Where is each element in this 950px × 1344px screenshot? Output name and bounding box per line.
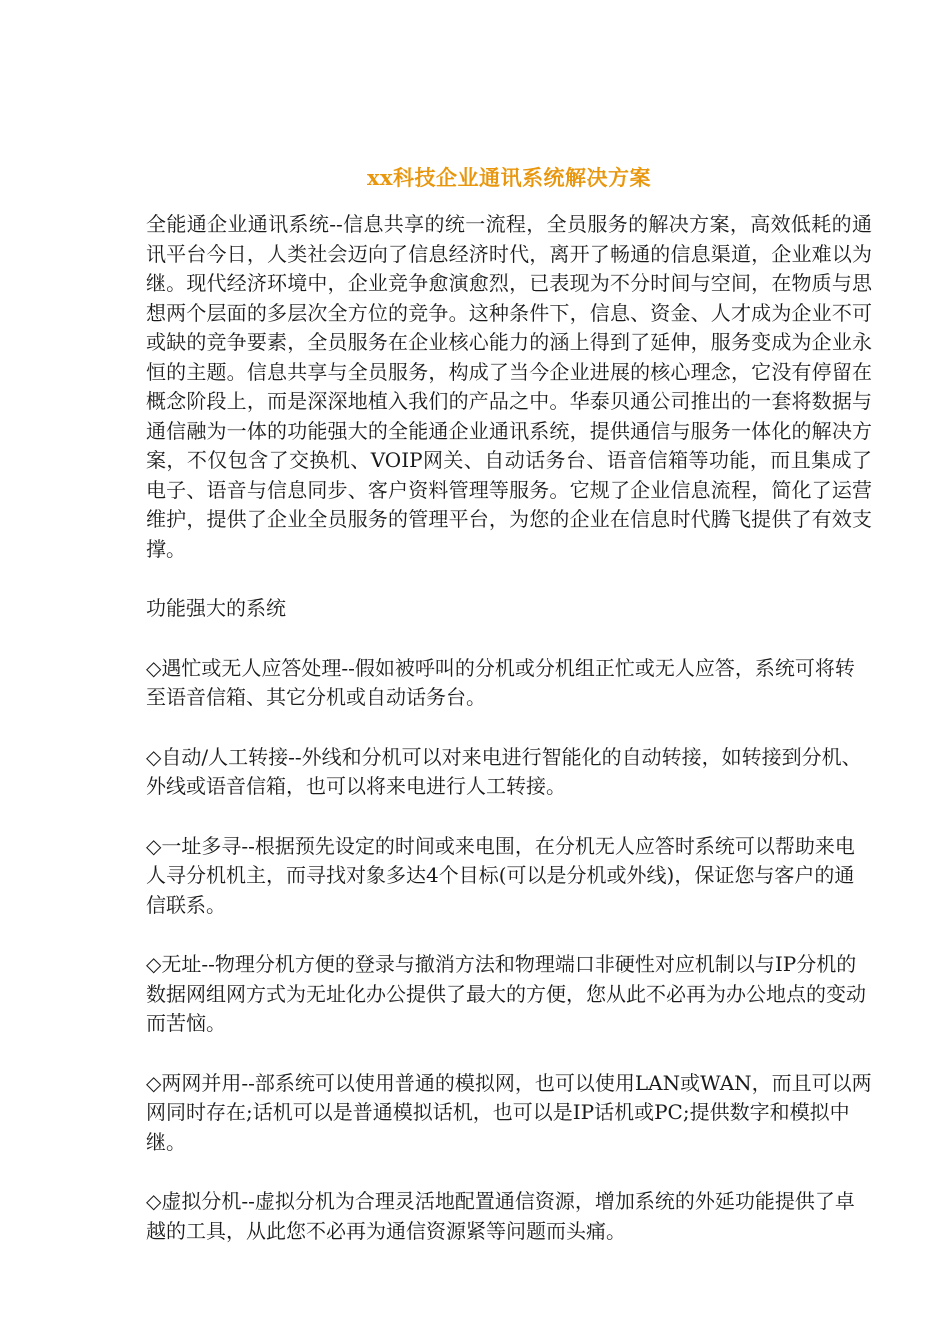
intro-paragraph: 全能通企业通讯系统--信息共享的统一流程，全员服务的解决方案，高效低耗的通讯平台今日，人类社会迈向了信息经济时代，离开了畅通的信息渠道，企业难以为继。现代经济环境中，企业竞争愈演愈烈，已表现为不分时间与空间，在物质与思想两个层面的多层次全方位的竞争。这种条件下，信息、资金、人才成为企业不可或缺的竞争要素，全员服务在企业核心能力的涵上得到了延伸，服务变成为企业永恒的主题。信息共享与全员服务，构成了当今企业进展的核心理念，它没有停留在概念阶段上，而是深深地植入我们的产品之中。华泰贝通公司推出的一套将数据与通信融为一体的功能强大的全能通企业通讯系统，提供通信与服务一体化的解决方案，不仅包含了交换机、VOIP网关、自动话务台、语音信箱等功能，而且集成了电子、语音与信息同步、客户资料管理等服务。它规了企业信息流程，简化了运营维护，提供了企业全员服务的管理平台，为您的企业在信息时代腾飞提供了有效支撑。 [146,212,872,561]
feature-text: 一址多寻--根据预先设定的时间或来电围，在分机无人应答时系统可以帮助来电人寻分机机主，而寻找对象多达4个目标(可以是分机或外线)，保证您与客户的通信联系。 [146,833,855,917]
diamond-bullet-icon: ◇ [146,833,162,858]
feature-text: 自动/人工转接--外线和分机可以对来电进行智能化的自动转接，如转接到分机、外线或语音信箱，也可以将来电进行人工转接。 [146,744,862,798]
document-title: xx科技企业通讯系统解决方案 [366,165,652,190]
diamond-bullet-icon: ◇ [146,744,162,769]
feature-text: 两网并用--部系统可以使用普通的模拟网，也可以使用LAN或WAN，而且可以两网同时存在;话机可以是普通模拟话机，也可以是IP话机或PC;提供数字和模拟中继。 [146,1070,872,1154]
feature-text: 虚拟分机--虚拟分机为合理灵活地配置通信资源，增加系统的外延功能提供了卓越的工具，从此您不必再为通信资源紧等问题而头痛。 [146,1189,855,1243]
feature-item [146,654,872,713]
feature-text: 无址--物理分机方便的登录与撤消方法和物理端口非硬性对应机制以与IP分机的数据网组网方式为无址化办公提供了最大的方便，您从此不必再为办公地点的变动而苦恼。 [146,952,866,1035]
feature-item [146,743,872,802]
section-heading: 功能强大的系统 [146,596,286,620]
feature-text: 遇忙或无人应答处理--假如被呼叫的分机或分机组正忙或无人应答，系统可将转至语音信箱、其它分机或自动话务台。 [146,655,855,709]
feature-item [146,832,872,921]
feature-item [146,1069,872,1158]
document-body [146,210,872,1276]
feature-item [146,1187,872,1246]
diamond-bullet-icon: ◇ [146,1070,162,1095]
feature-item [146,950,872,1039]
diamond-bullet-icon: ◇ [146,952,162,976]
diamond-bullet-icon: ◇ [146,655,162,680]
diamond-bullet-icon: ◇ [146,1189,162,1213]
